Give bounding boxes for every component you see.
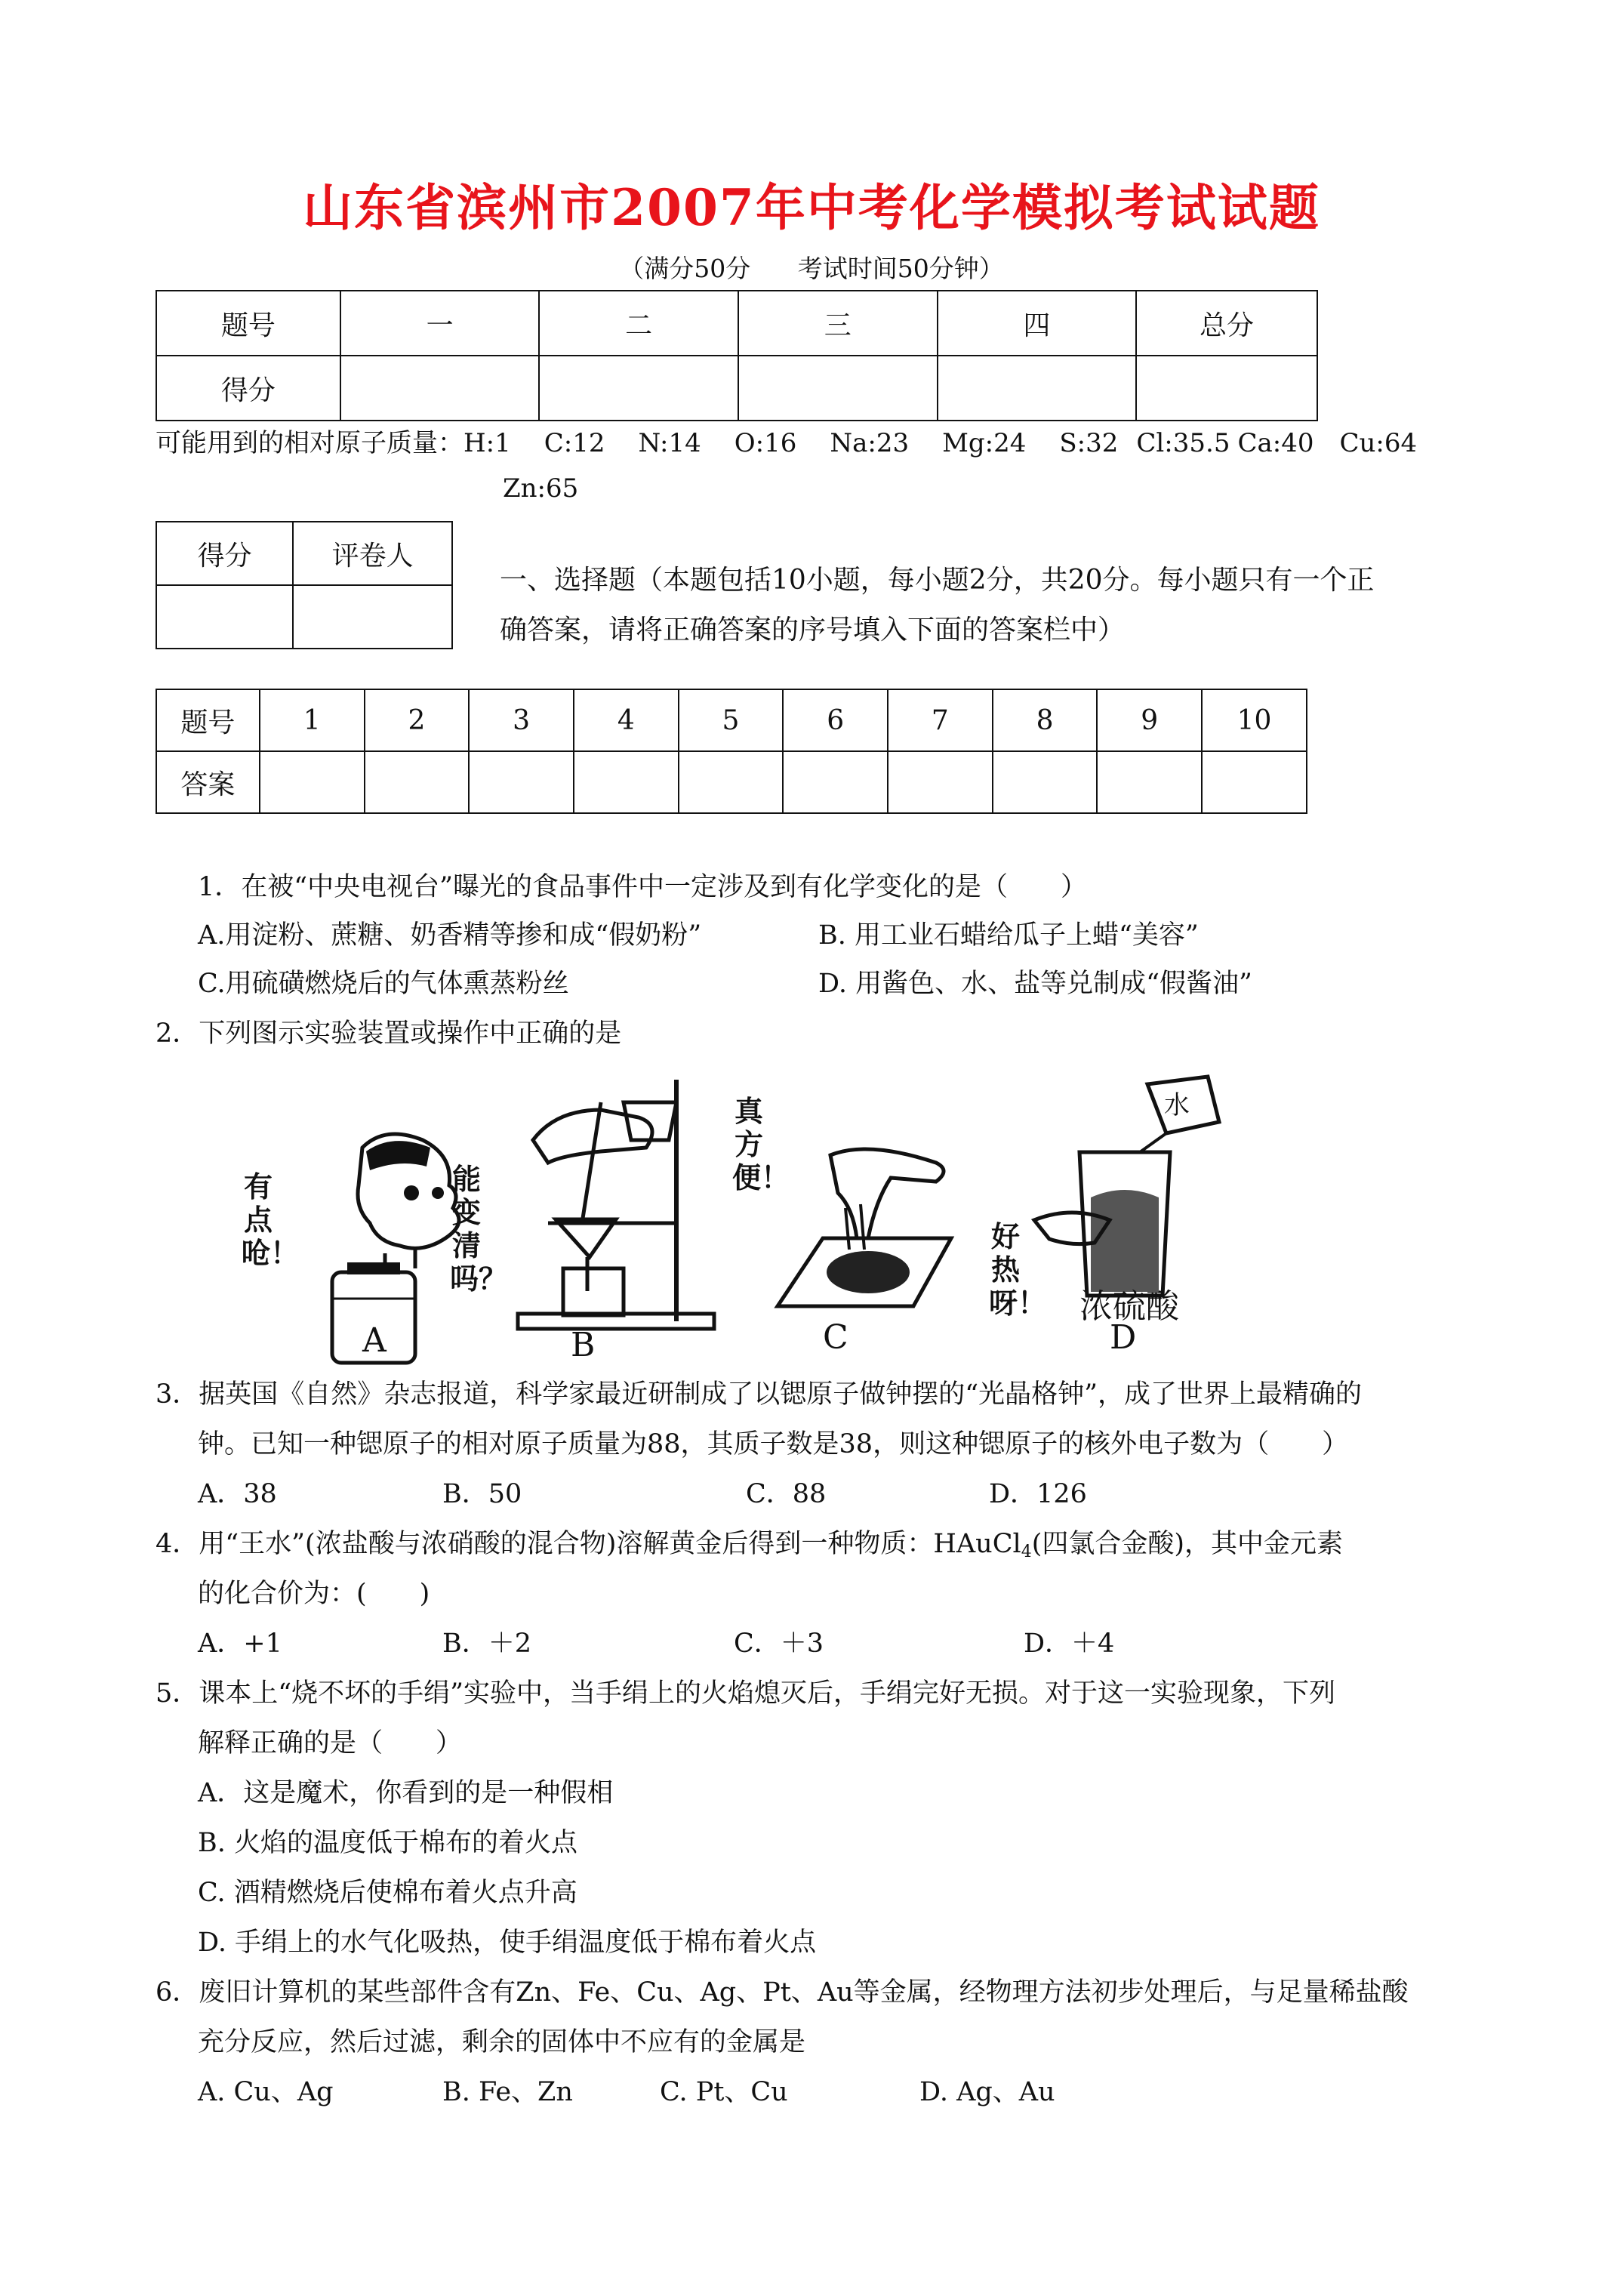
q6-option-c: C. Pt、Cu [660, 2077, 788, 2107]
section-heading-line1: 一、选择题（本题包括10小题，每小题2分，共20分。每小题只有一个正 [500, 565, 1375, 596]
figure-c-label: C [823, 1318, 848, 1357]
page-title: 山东省滨州市2007年中考化学模拟考试试题 [303, 178, 1320, 237]
figure-b [450, 1072, 737, 1367]
mass-item: Mg:24 [942, 428, 1027, 458]
score-header: 四 [938, 291, 1137, 356]
answer-cell[interactable] [1097, 751, 1202, 813]
q4-option-a: A．+1 [198, 1629, 282, 1659]
mass-item: S:32 [1059, 428, 1119, 458]
answer-cell[interactable] [679, 751, 784, 813]
q4-line2: 的化合价为：( ) [198, 1579, 430, 1609]
answer-cell[interactable] [469, 751, 574, 813]
score-header: 二 [539, 291, 738, 356]
answer-num: 5 [679, 689, 784, 751]
score-cell[interactable] [738, 356, 938, 421]
figure-b-caption: 能变清吗？ [450, 1163, 508, 1296]
answer-cell[interactable] [783, 751, 888, 813]
grader-table [156, 521, 453, 649]
q5-option-b: B. 火焰的温度低于棉布的着火点 [198, 1828, 577, 1858]
q3-line1: 3．据英国《自然》杂志报道，科学家最近研制成了以锶原子做钟摆的“光晶格钟”，成了世界上最精确的 [156, 1379, 1363, 1410]
score-header: 总分 [1136, 291, 1317, 356]
answer-num: 6 [783, 689, 888, 751]
q4-option-d: D．＋4 [1024, 1629, 1115, 1659]
grader-label: 评卷人 [293, 522, 452, 585]
exam-time: 考试时间50分钟） [797, 254, 1004, 283]
q1-option-a: A.用淀粉、蔗糖、奶香精等掺和成“假奶粉” [198, 920, 702, 951]
score-cell[interactable] [340, 356, 540, 421]
figure-d-water-label: 水 [1164, 1090, 1190, 1120]
q6-option-a: A. Cu、Ag [198, 2077, 334, 2107]
mass-item: O:16 [734, 428, 797, 458]
q1-option-d: D. 用酱色、水、盐等兑制成“假酱油” [818, 969, 1252, 999]
q4-subscript: 4 [1021, 1542, 1032, 1561]
mass-item: C:12 [544, 428, 605, 458]
section-heading [500, 556, 1375, 655]
grader-cell[interactable] [293, 585, 452, 649]
mass-item: Cl:35.5 [1136, 428, 1230, 458]
figure-d-label: D [1110, 1318, 1137, 1357]
score-row-label: 得分 [156, 356, 340, 421]
mass-item: Na:23 [830, 428, 910, 458]
answer-num: 7 [888, 689, 993, 751]
score-header: 题号 [156, 291, 340, 356]
score-header: 一 [340, 291, 540, 356]
answer-num: 2 [365, 689, 470, 751]
answer-cell[interactable] [888, 751, 993, 813]
answer-cell[interactable] [1202, 751, 1307, 813]
mass-item: Ca:40 [1237, 428, 1314, 458]
figure-d-caption: 好热呀！ [989, 1220, 1047, 1320]
q4-line1 [156, 1531, 1343, 1561]
q3-option-c: C．88 [746, 1479, 827, 1509]
figure-d-acid-label: 浓硫酸 [1079, 1287, 1179, 1326]
answer-cell[interactable] [993, 751, 1098, 813]
mass-item: H:1 [463, 428, 511, 458]
full-score: （满分50分 [619, 254, 751, 283]
q5-line2: 解释正确的是（ ） [198, 1728, 463, 1758]
powder-hand-illustration [762, 1125, 959, 1336]
q6-line1: 6．废旧计算机的某些部件含有Zn、Fe、Cu、Ag、Pt、Au等金属，经物理方法初步处理后，与足量稀盐酸 [156, 1977, 1409, 2008]
mass-item: N:14 [638, 428, 701, 458]
q6-line2: 充分反应，然后过滤，剩余的固体中不应有的金属是 [198, 2027, 806, 2057]
q1-option-b: B. 用工业石蜡给瓜子上蜡“美容” [818, 920, 1199, 951]
q5-option-a: A．这是魔术，你看到的是一种假相 [198, 1778, 614, 1808]
answer-cell[interactable] [260, 751, 365, 813]
mass-item-last: Zn:65 [503, 473, 579, 504]
answer-num: 3 [469, 689, 574, 751]
q4-option-b: B．＋2 [442, 1629, 531, 1659]
section-heading-line2: 确答案，请将正确答案的序号填入下面的答案栏中） [500, 615, 1126, 646]
q3-option-a: A．38 [198, 1479, 277, 1509]
answer-num: 4 [574, 689, 679, 751]
score-cell[interactable] [938, 356, 1137, 421]
answer-table [156, 689, 1307, 814]
q5-line1: 5．课本上“烧不坏的手绢”实验中，当手绢上的火焰熄灭后，手绢完好无损。对于这一实验现象，下列 [156, 1678, 1336, 1709]
q1-stem: 1．在被“中央电视台”曝光的食品事件中一定涉及到有化学变化的是（ ） [198, 872, 1088, 902]
q3-option-d: D．126 [989, 1479, 1087, 1509]
answer-num: 1 [260, 689, 365, 751]
mass-item: Cu:64 [1339, 428, 1418, 458]
q5-option-c: C. 酒精燃烧后使棉布着火点升高 [198, 1878, 577, 1908]
figure-a-label: A [362, 1321, 387, 1360]
grader-score-cell[interactable] [156, 585, 293, 649]
q4-option-c: C．＋3 [734, 1629, 824, 1659]
score-header: 三 [738, 291, 938, 356]
q3-option-b: B．50 [442, 1479, 522, 1509]
answer-cell[interactable] [574, 751, 679, 813]
figure-d [989, 1069, 1246, 1367]
figure-b-label: B [571, 1326, 596, 1364]
q6-option-d: D. Ag、Au [919, 2077, 1055, 2107]
answer-num-label: 题号 [156, 689, 260, 751]
figure-a-caption: 有点呛！ [242, 1170, 300, 1270]
score-cell[interactable] [539, 356, 738, 421]
q1-option-c: C.用硫磺燃烧后的气体熏蒸粉丝 [198, 969, 569, 999]
q4-line1-pre: 4．用“王水”(浓盐酸与浓硝酸的混合物)溶解黄金后得到一种物质：HAuCl [156, 1529, 1021, 1559]
score-cell[interactable] [1136, 356, 1317, 421]
q4-line1-post: (四氯合金酸)，其中金元素 [1031, 1529, 1343, 1559]
score-table [156, 290, 1318, 421]
figure-c [732, 1095, 959, 1367]
answer-cell[interactable] [365, 751, 470, 813]
figure-c-caption: 真方便！ [732, 1095, 790, 1194]
q2-stem: 2．下列图示实验装置或操作中正确的是 [156, 1019, 622, 1049]
q3-line2: 钟。已知一种锶原子的相对原子质量为88，其质子数是38，则这种锶原子的核外电子数为（ ） [198, 1429, 1349, 1459]
filtration-illustration [488, 1072, 737, 1344]
q5-option-d: D. 手绢上的水气化吸热，使手绢温度低于棉布着火点 [198, 1928, 817, 1958]
grader-score-label: 得分 [156, 522, 293, 585]
atomic-masses [156, 430, 1417, 456]
answer-label: 答案 [156, 751, 260, 813]
answer-num: 10 [1202, 689, 1307, 751]
exam-info [0, 249, 1623, 285]
answer-num: 9 [1097, 689, 1202, 751]
answer-num: 8 [993, 689, 1098, 751]
q6-option-b: B. Fe、Zn [442, 2077, 573, 2107]
atomic-masses-label: 可能用到的相对原子质量： [156, 428, 463, 458]
